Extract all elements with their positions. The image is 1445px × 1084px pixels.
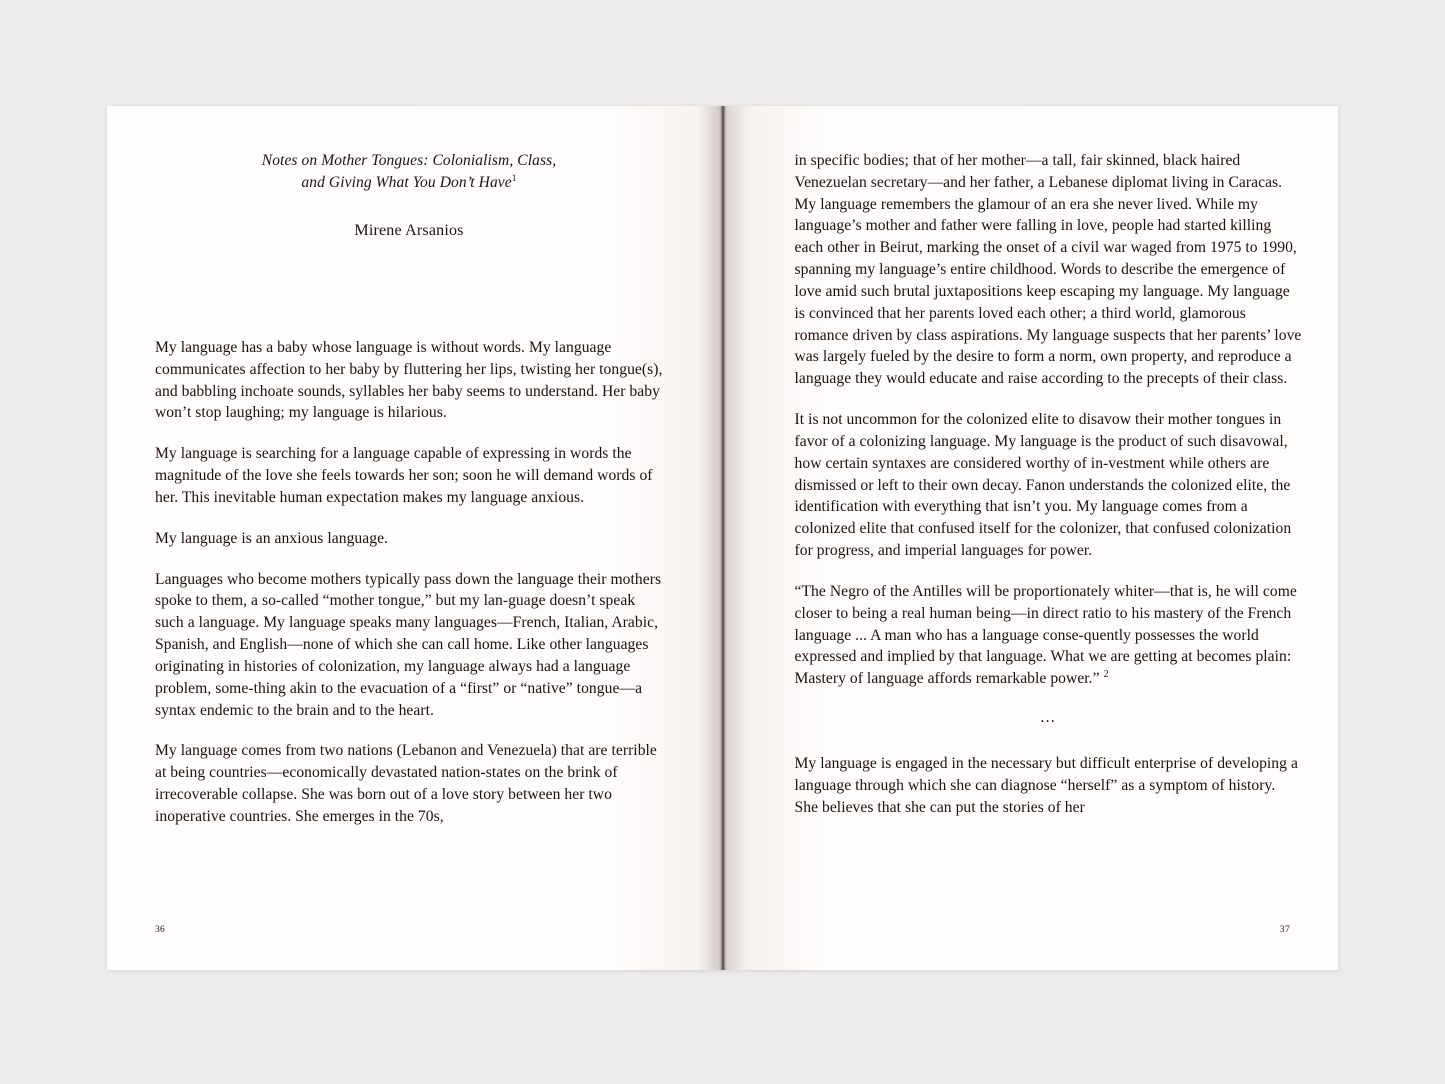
page-number-right: 37 [1279, 925, 1290, 935]
paragraph: It is not uncommon for the colonized elite to disavow their mother tongues in favor of a colonizing language. My language is the product of such disavowal, how certain syntaxes are considered worthy of in-vestment while others are dismissed or left to their own decay. Fanon understands the colonized elite, the identification with everything that isn’t you. My language comes from a colonized elite that confused itself for the colonizer, that confused colonization for progress, and imperial languages for power. [794, 411, 1292, 560]
article-title [155, 150, 663, 195]
author-name: Mirene Arsanios [354, 221, 464, 239]
title-footnote-marker: 1 [511, 174, 517, 185]
title-block [155, 150, 663, 240]
article-title-line-1: Notes on Mother Tongues: Colonialism, Class, [261, 152, 557, 169]
article-title-line-2: and Giving What You Don’t Have [301, 174, 512, 192]
paragraph: Languages who become mothers typically pass down the language their mothers spoke to them, a so-called “mother tongue,” but my lan-guage doesn’t speak such a language. My language speaks many languages—French, Italian, Arabic, Spanish, and English—none of which she can call home. Like other languages originating in histories of colonization, my language always had a language problem, some-thing akin to the evacuation of a “first” or “native” tongue—a syntax endemic to the brain and to the heart. [155, 570, 662, 719]
paragraph: My language is engaged in the necessary but difficult enterprise of developing a language through which she can diagnose “herself” as a symptom of history. She believes that she can put the stories of her [794, 755, 1298, 816]
left-page-body [155, 337, 663, 828]
paragraph: in specific bodies; that of her mother—a tall, fair skinned, black haired Venezuelan secretary—and her father, a Lebanese diplomat living in Caracas. My language remembers the glamour of an era she never lived. While my language’s mother and father were falling in love, people had started killing each other in Beirut, marking the onset of a civil war waged from 1975 to 1990, spanning my language’s entire childhood. Words to describe the emergence of love amid such brutal juxtapositions keep escaping my language. My language is convinced that her parents loved each other; a third world, glamorous romance driven by class aspirations. My language suspects that her parents’ love was largely fueled by the desire to form a norm, own property, and reproduce a language they would educate and raise according to the precepts of their class. [794, 152, 1302, 388]
paragraph: My language is searching for a language capable of expressing in words the magnitude of the love she feels towards her son; soon he will demand words of her. This inevitable human expectation makes my language anxious. [155, 445, 653, 506]
section-separator: … [1039, 709, 1058, 727]
left-page [107, 106, 723, 970]
book-spread [107, 106, 1338, 970]
paragraph: My language comes from two nations (Lebanon and Venezuela) that are terrible at being countries—economically devastated nation-states on the brink of irrecoverable collapse. She was born out of a love story between her two inoperative countries. She emerges in the 70s, [155, 742, 657, 825]
paragraph: My language is an anxious language. [155, 529, 388, 547]
quote-footnote-marker: 2 [1103, 669, 1109, 681]
paragraph: My language has a baby whose language is without words. My language communicates affection to her baby by fluttering her lips, twisting her tongue(s), and babbling inchoate sounds, syllables her baby seems to understand. Her baby won’t stop laughing; my language is hilarious. [155, 338, 663, 422]
right-page [723, 106, 1339, 970]
quote-text: “The Negro of the Antilles will be proportionately whiter—that is, he will come closer to being a real human being—in direct ratio to his mastery of the French language ... A man who has a language conse-quently possesses the world expressed and implied by that language. What we are getting at becomes plain: Mastery of language affords remarkable power.” [794, 582, 1297, 688]
left-page-content [155, 150, 663, 828]
right-page-content [795, 150, 1303, 819]
page-number-left: 36 [155, 925, 166, 935]
quote-paragraph [795, 581, 1303, 690]
